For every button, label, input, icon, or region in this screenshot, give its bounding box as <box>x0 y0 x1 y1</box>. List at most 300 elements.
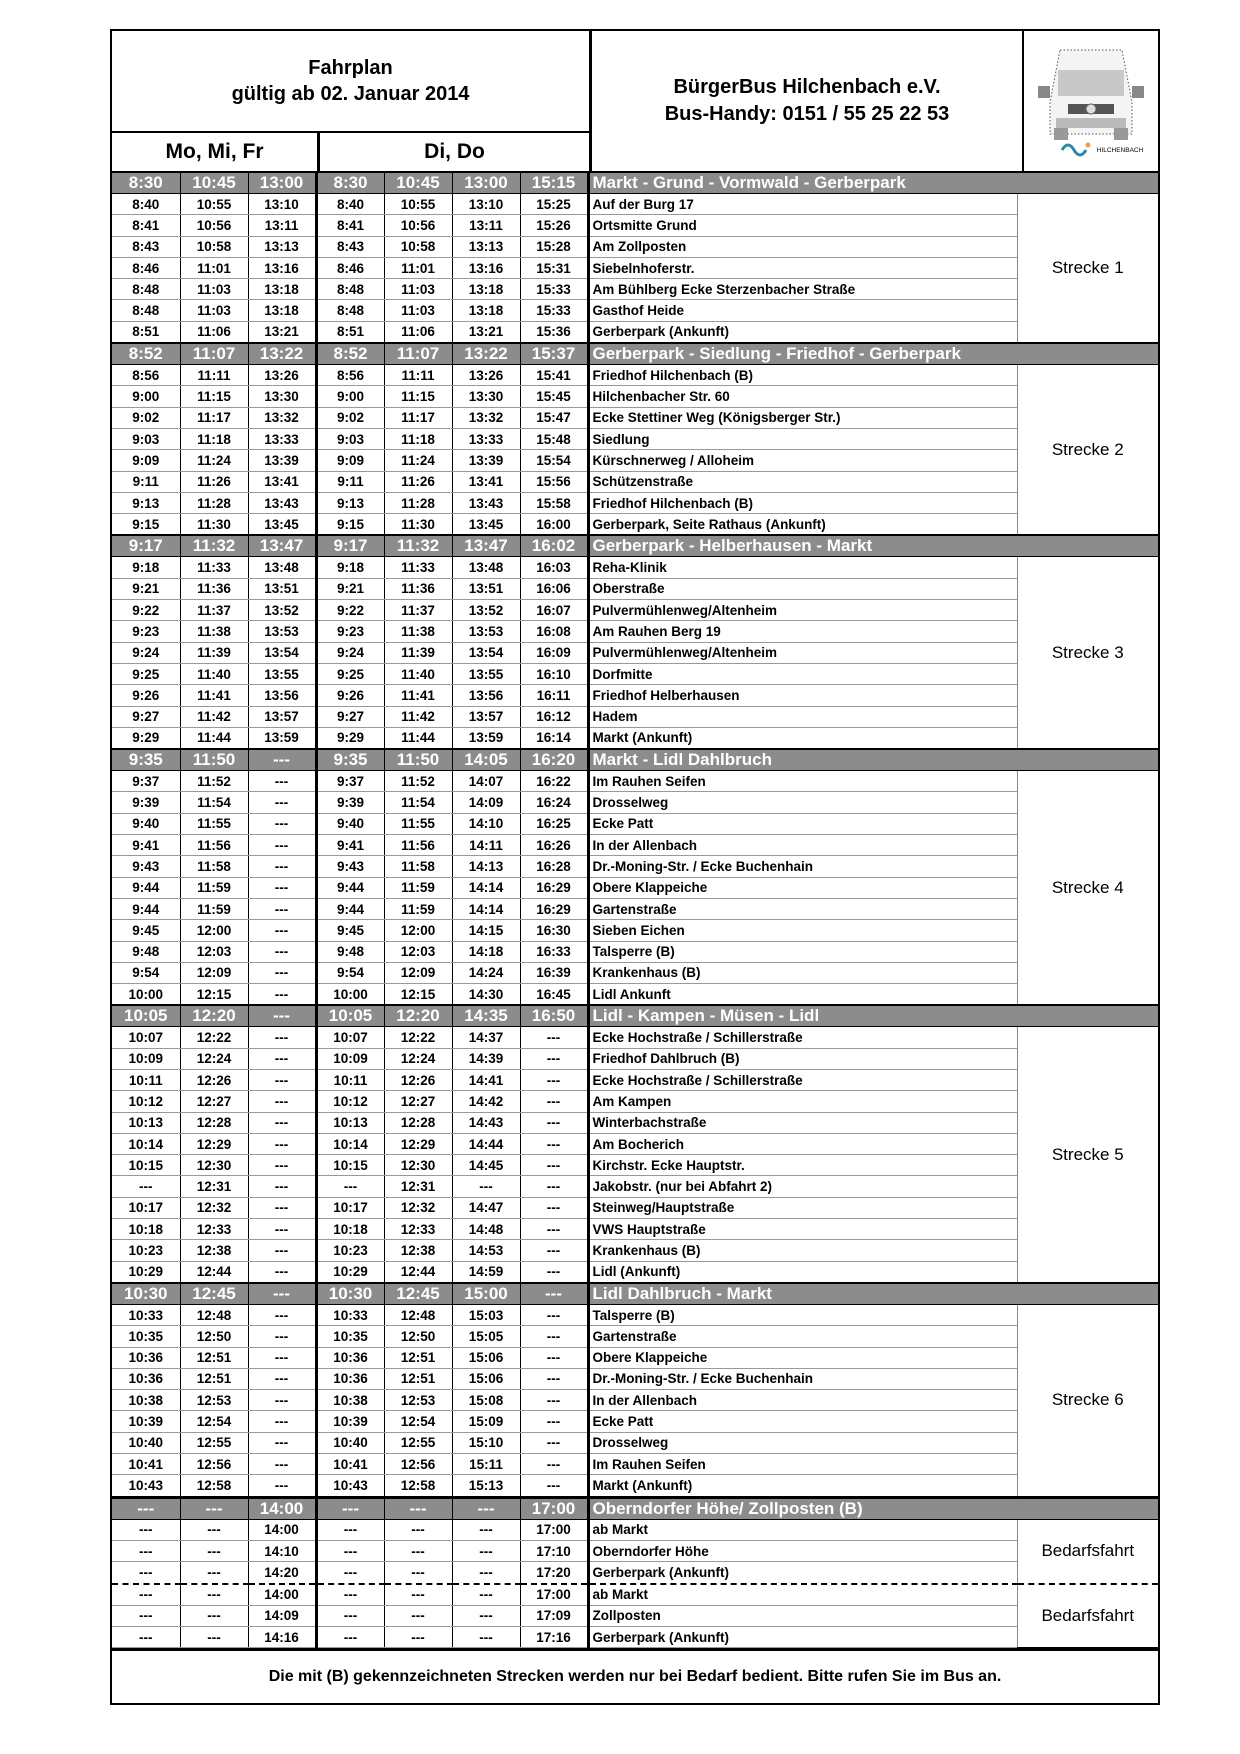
stop-name: Obere Klappeiche <box>588 877 1017 898</box>
time-cell: 9:03 <box>112 428 180 449</box>
time-cell: 12:44 <box>384 1261 452 1283</box>
timetable-body <box>112 173 1158 1648</box>
time-cell: 14:30 <box>452 984 520 1006</box>
time-cell: 11:41 <box>384 685 452 706</box>
time-cell: 12:28 <box>180 1112 248 1133</box>
stop-name: Ecke Hochstraße / Schillerstraße <box>588 1069 1017 1090</box>
time-cell: 9:54 <box>112 962 180 983</box>
time-cell: 11:38 <box>384 621 452 642</box>
time-cell: --- <box>248 1069 316 1090</box>
time-cell: --- <box>112 1519 180 1540</box>
time-cell: 12:28 <box>384 1112 452 1133</box>
route-name: Lidl - Kampen - Müsen - Lidl <box>588 1005 1017 1027</box>
time-cell: 12:56 <box>384 1454 452 1475</box>
time-cell: 13:55 <box>452 663 520 684</box>
time-cell: 15:47 <box>520 407 588 428</box>
time-cell: 13:43 <box>248 492 316 513</box>
stop-name: Pulvermühlenweg/Altenheim <box>588 600 1017 621</box>
stop-name: Friedhof Dahlbruch (B) <box>588 1048 1017 1069</box>
time-cell: 16:08 <box>520 621 588 642</box>
table-row <box>112 962 1158 983</box>
time-cell: 11:56 <box>384 835 452 856</box>
time-cell: 10:17 <box>112 1197 180 1218</box>
time-cell: 11:03 <box>180 300 248 321</box>
time-cell: 14:10 <box>452 813 520 834</box>
bus-front-icon <box>1032 42 1150 160</box>
time-cell: 9:25 <box>112 663 180 684</box>
route-header-spacer <box>1017 343 1158 365</box>
stop-name: Schützenstraße <box>588 471 1017 492</box>
route-header-spacer <box>1017 173 1158 194</box>
time-cell: 10:58 <box>384 236 452 257</box>
time-cell: 9:41 <box>112 835 180 856</box>
stop-name: Gartenstraße <box>588 898 1017 919</box>
departure-time: 8:30 <box>316 173 384 194</box>
timetable <box>112 173 1158 1648</box>
time-cell: --- <box>248 898 316 919</box>
time-cell: --- <box>248 792 316 813</box>
time-cell: --- <box>520 1155 588 1176</box>
stop-name: Drosselweg <box>588 1432 1017 1453</box>
time-cell: 10:36 <box>316 1368 384 1389</box>
stop-name: Pulvermühlenweg/Altenheim <box>588 642 1017 663</box>
time-cell: 16:33 <box>520 941 588 962</box>
time-cell: 10:33 <box>316 1304 384 1325</box>
departure-time: 11:07 <box>384 343 452 365</box>
table-row <box>112 1112 1158 1133</box>
departure-time: --- <box>112 1497 180 1519</box>
time-cell: 11:17 <box>180 407 248 428</box>
time-cell: 10:38 <box>112 1390 180 1411</box>
time-cell: --- <box>248 984 316 1006</box>
time-cell: 15:45 <box>520 386 588 407</box>
time-cell: 16:11 <box>520 685 588 706</box>
route-label: Strecke 4 <box>1017 771 1158 1006</box>
time-cell: --- <box>520 1069 588 1090</box>
time-cell: 10:00 <box>112 984 180 1006</box>
time-cell: 9:22 <box>316 600 384 621</box>
table-row <box>112 1411 1158 1432</box>
time-cell: 8:48 <box>112 300 180 321</box>
time-cell: 15:10 <box>452 1432 520 1453</box>
time-cell: 12:09 <box>180 962 248 983</box>
timetable-sheet <box>110 29 1160 1705</box>
time-cell: --- <box>248 835 316 856</box>
time-cell: 9:40 <box>316 813 384 834</box>
time-cell: --- <box>248 1176 316 1197</box>
time-cell: 14:07 <box>452 771 520 792</box>
departure-time: 10:45 <box>384 173 452 194</box>
time-cell: 8:48 <box>112 279 180 300</box>
time-cell: 11:59 <box>384 898 452 919</box>
time-cell: 13:33 <box>248 428 316 449</box>
time-cell: 10:18 <box>112 1219 180 1240</box>
time-cell: 8:43 <box>316 236 384 257</box>
route-label: Bedarfsfahrt <box>1017 1584 1158 1648</box>
time-cell: 14:00 <box>248 1584 316 1606</box>
table-row <box>112 321 1158 343</box>
time-cell: 10:11 <box>316 1069 384 1090</box>
time-cell: 12:31 <box>384 1176 452 1197</box>
time-cell: 9:44 <box>112 877 180 898</box>
time-cell: 14:43 <box>452 1112 520 1133</box>
time-cell: 16:30 <box>520 920 588 941</box>
stop-name: Am Bühlberg Ecke Sterzenbacher Straße <box>588 279 1017 300</box>
time-cell: 11:42 <box>180 706 248 727</box>
stop-name: Talsperre (B) <box>588 941 1017 962</box>
time-cell: 10:56 <box>384 215 452 236</box>
time-cell: 12:24 <box>384 1048 452 1069</box>
time-cell: 11:26 <box>180 471 248 492</box>
time-cell: 8:48 <box>316 300 384 321</box>
time-cell: --- <box>248 1475 316 1497</box>
stop-name: Krankenhaus (B) <box>588 962 1017 983</box>
time-cell: 11:44 <box>384 727 452 749</box>
time-cell: 15:33 <box>520 300 588 321</box>
stop-name: Friedhof Helberhausen <box>588 685 1017 706</box>
time-cell: --- <box>248 1112 316 1133</box>
time-cell: --- <box>180 1584 248 1606</box>
stop-name: Markt (Ankunft) <box>588 1475 1017 1497</box>
time-cell: --- <box>248 1091 316 1112</box>
time-cell: 8:43 <box>112 236 180 257</box>
departure-time: --- <box>316 1497 384 1519</box>
time-cell: 17:20 <box>520 1562 588 1584</box>
time-cell: --- <box>452 1627 520 1648</box>
table-row <box>112 300 1158 321</box>
stop-name: Am Bocherich <box>588 1133 1017 1154</box>
table-row <box>112 941 1158 962</box>
time-cell: 11:59 <box>180 898 248 919</box>
time-cell: 11:55 <box>180 813 248 834</box>
time-cell: 11:11 <box>180 365 248 386</box>
time-cell: 12:00 <box>180 920 248 941</box>
time-cell: 10:11 <box>112 1069 180 1090</box>
time-cell: 15:13 <box>452 1475 520 1497</box>
time-cell: 11:37 <box>180 600 248 621</box>
time-cell: --- <box>112 1627 180 1648</box>
time-cell: 14:59 <box>452 1261 520 1283</box>
departure-time: 10:30 <box>112 1283 180 1305</box>
time-cell: 11:15 <box>384 386 452 407</box>
departure-time: 16:20 <box>520 749 588 771</box>
time-cell: 11:58 <box>384 856 452 877</box>
table-row <box>112 386 1158 407</box>
time-cell: 9:02 <box>316 407 384 428</box>
time-cell: 11:59 <box>180 877 248 898</box>
table-row <box>112 1454 1158 1475</box>
time-cell: 13:18 <box>452 279 520 300</box>
table-row <box>112 600 1158 621</box>
time-cell: 13:56 <box>452 685 520 706</box>
time-cell: 9:23 <box>316 621 384 642</box>
time-cell: 13:21 <box>248 321 316 343</box>
time-cell: 9:00 <box>112 386 180 407</box>
time-cell: 9:00 <box>316 386 384 407</box>
time-cell: 10:00 <box>316 984 384 1006</box>
table-row <box>112 856 1158 877</box>
time-cell: 9:29 <box>316 727 384 749</box>
time-cell: 10:36 <box>316 1347 384 1368</box>
time-cell: --- <box>248 1261 316 1283</box>
time-cell: 15:06 <box>452 1368 520 1389</box>
time-cell: 13:18 <box>248 279 316 300</box>
table-row <box>112 578 1158 599</box>
stop-name: Gerberpark, Seite Rathaus (Ankunft) <box>588 514 1017 536</box>
departure-time: --- <box>180 1497 248 1519</box>
time-cell: 10:55 <box>180 194 248 215</box>
time-cell: 15:03 <box>452 1304 520 1325</box>
table-row <box>112 1219 1158 1240</box>
time-cell: 13:54 <box>452 642 520 663</box>
time-cell: 14:11 <box>452 835 520 856</box>
table-row <box>112 1627 1158 1648</box>
time-cell: --- <box>112 1540 180 1561</box>
time-cell: --- <box>112 1562 180 1584</box>
time-cell: 10:07 <box>316 1027 384 1048</box>
table-row <box>112 1432 1158 1453</box>
time-cell: 11:42 <box>384 706 452 727</box>
time-cell: --- <box>248 1133 316 1154</box>
time-cell: 10:14 <box>316 1133 384 1154</box>
time-cell: --- <box>452 1176 520 1197</box>
time-cell: 17:00 <box>520 1519 588 1540</box>
time-cell: --- <box>316 1584 384 1606</box>
time-cell: 8:40 <box>316 194 384 215</box>
stop-name: Am Kampen <box>588 1091 1017 1112</box>
time-cell: 14:39 <box>452 1048 520 1069</box>
time-cell: 11:06 <box>180 321 248 343</box>
organization-info <box>592 31 1024 171</box>
time-cell: 10:29 <box>316 1261 384 1283</box>
route-label: Strecke 3 <box>1017 557 1158 749</box>
departure-time: 9:35 <box>316 749 384 771</box>
time-cell: 16:29 <box>520 877 588 898</box>
time-cell: 9:37 <box>316 771 384 792</box>
time-cell: 16:06 <box>520 578 588 599</box>
table-row <box>112 727 1158 749</box>
departure-time: 13:22 <box>452 343 520 365</box>
table-row <box>112 471 1158 492</box>
time-cell: 12:55 <box>384 1432 452 1453</box>
table-row <box>112 557 1158 578</box>
time-cell: 9:48 <box>316 941 384 962</box>
time-cell: 9:44 <box>316 898 384 919</box>
time-cell: 12:29 <box>180 1133 248 1154</box>
time-cell: --- <box>248 1326 316 1347</box>
time-cell: 13:18 <box>452 300 520 321</box>
time-cell: 12:55 <box>180 1432 248 1453</box>
time-cell: --- <box>248 1347 316 1368</box>
time-cell: 12:24 <box>180 1048 248 1069</box>
table-row <box>112 621 1158 642</box>
time-cell: --- <box>248 1304 316 1325</box>
time-cell: 12:30 <box>384 1155 452 1176</box>
stop-name: Talsperre (B) <box>588 1304 1017 1325</box>
table-row <box>112 428 1158 449</box>
departure-time: --- <box>248 749 316 771</box>
route-header-row <box>112 1005 1158 1027</box>
departure-time: 15:15 <box>520 173 588 194</box>
departure-time: 12:45 <box>180 1283 248 1305</box>
departure-time: --- <box>452 1497 520 1519</box>
time-cell: 13:39 <box>452 450 520 471</box>
time-cell: 16:22 <box>520 771 588 792</box>
departure-time: 13:22 <box>248 343 316 365</box>
table-row <box>112 194 1158 215</box>
time-cell: 16:39 <box>520 962 588 983</box>
time-cell: 9:43 <box>112 856 180 877</box>
time-cell: 13:43 <box>452 492 520 513</box>
departure-time: 13:47 <box>452 535 520 557</box>
time-cell: --- <box>520 1091 588 1112</box>
departure-time: 16:50 <box>520 1005 588 1027</box>
table-row <box>112 407 1158 428</box>
time-cell: 12:31 <box>180 1176 248 1197</box>
time-cell: 9:22 <box>112 600 180 621</box>
time-cell: 16:10 <box>520 663 588 684</box>
time-cell: 9:27 <box>316 706 384 727</box>
departure-time: 8:52 <box>112 343 180 365</box>
time-cell: 9:11 <box>112 471 180 492</box>
time-cell: 9:39 <box>112 792 180 813</box>
time-cell: 14:24 <box>452 962 520 983</box>
time-cell: --- <box>520 1304 588 1325</box>
stop-name: Ortsmitte Grund <box>588 215 1017 236</box>
time-cell: 10:09 <box>316 1048 384 1069</box>
time-cell: --- <box>248 1027 316 1048</box>
departure-time: 12:20 <box>384 1005 452 1027</box>
time-cell: --- <box>520 1197 588 1218</box>
time-cell: 11:30 <box>180 514 248 536</box>
time-cell: 12:58 <box>180 1475 248 1497</box>
departure-time: 10:05 <box>316 1005 384 1027</box>
time-cell: 16:12 <box>520 706 588 727</box>
route-label: Bedarfsfahrt <box>1017 1519 1158 1583</box>
svg-text:HILCHENBACH: HILCHENBACH <box>1096 147 1144 154</box>
stop-name: Friedhof Hilchenbach (B) <box>588 492 1017 513</box>
time-cell: 12:26 <box>384 1069 452 1090</box>
time-cell: 14:41 <box>452 1069 520 1090</box>
time-cell: 12:32 <box>384 1197 452 1218</box>
time-cell: 12:58 <box>384 1475 452 1497</box>
time-cell: 11:28 <box>180 492 248 513</box>
stop-name: Kürschnerweg / Alloheim <box>588 450 1017 471</box>
time-cell: 12:53 <box>180 1390 248 1411</box>
time-cell: --- <box>316 1562 384 1584</box>
time-cell: --- <box>384 1562 452 1584</box>
table-row <box>112 514 1158 536</box>
stop-name: Ecke Hochstraße / Schillerstraße <box>588 1027 1017 1048</box>
stop-name: Markt (Ankunft) <box>588 727 1017 749</box>
table-row <box>112 642 1158 663</box>
time-cell: 12:50 <box>384 1326 452 1347</box>
time-cell: --- <box>248 1048 316 1069</box>
stop-name: Lidl (Ankunft) <box>588 1261 1017 1283</box>
time-cell: --- <box>248 1197 316 1218</box>
time-cell: 15:36 <box>520 321 588 343</box>
time-cell: --- <box>316 1605 384 1626</box>
time-cell: 14:14 <box>452 898 520 919</box>
time-cell: --- <box>248 962 316 983</box>
bus-phone: Bus-Handy: 0151 / 55 25 22 53 <box>664 103 950 125</box>
time-cell: 17:16 <box>520 1627 588 1648</box>
time-cell: 13:10 <box>248 194 316 215</box>
time-cell: 14:45 <box>452 1155 520 1176</box>
time-cell: 13:39 <box>248 450 316 471</box>
time-cell: --- <box>112 1584 180 1606</box>
title-line-1: Fahrplan <box>308 57 393 79</box>
time-cell: 11:59 <box>384 877 452 898</box>
time-cell: --- <box>520 1219 588 1240</box>
time-cell: --- <box>520 1048 588 1069</box>
departure-time: 9:17 <box>316 535 384 557</box>
time-cell: 10:41 <box>316 1454 384 1475</box>
table-row <box>112 920 1158 941</box>
time-cell: --- <box>520 1176 588 1197</box>
table-row <box>112 1368 1158 1389</box>
route-name: Gerberpark - Helberhausen - Markt <box>588 535 1017 557</box>
time-cell: 13:59 <box>452 727 520 749</box>
time-cell: --- <box>520 1261 588 1283</box>
table-row <box>112 984 1158 1006</box>
table-row <box>112 1475 1158 1497</box>
time-cell: 12:44 <box>180 1261 248 1283</box>
time-cell: 12:51 <box>180 1347 248 1368</box>
time-cell: --- <box>248 1390 316 1411</box>
time-cell: 8:41 <box>316 215 384 236</box>
table-row <box>112 1048 1158 1069</box>
time-cell: 9:45 <box>112 920 180 941</box>
table-row <box>112 1091 1158 1112</box>
time-cell: --- <box>180 1627 248 1648</box>
stop-name: Gerberpark (Ankunft) <box>588 321 1017 343</box>
time-cell: 10:09 <box>112 1048 180 1069</box>
organization-name: BürgerBus Hilchenbach e.V. <box>673 76 941 98</box>
time-cell: 12:27 <box>180 1091 248 1112</box>
stop-name: Siedlung <box>588 428 1017 449</box>
time-cell: 12:51 <box>180 1368 248 1389</box>
time-cell: 15:31 <box>520 257 588 278</box>
time-cell: 9:18 <box>316 557 384 578</box>
route-header-row <box>112 749 1158 771</box>
time-cell: 14:09 <box>248 1605 316 1626</box>
time-cell: 16:03 <box>520 557 588 578</box>
time-cell: 15:56 <box>520 471 588 492</box>
time-cell: 11:01 <box>384 257 452 278</box>
time-cell: 13:45 <box>452 514 520 536</box>
stop-name: Gartenstraße <box>588 1326 1017 1347</box>
route-label: Strecke 2 <box>1017 365 1158 536</box>
time-cell: 10:39 <box>112 1411 180 1432</box>
time-cell: 17:00 <box>520 1584 588 1606</box>
time-cell: 15:09 <box>452 1411 520 1432</box>
table-row <box>112 236 1158 257</box>
table-row <box>112 1176 1158 1197</box>
table-row <box>112 1304 1158 1325</box>
time-cell: --- <box>520 1411 588 1432</box>
time-cell: --- <box>520 1027 588 1048</box>
time-cell: 13:11 <box>248 215 316 236</box>
time-cell: 11:18 <box>180 428 248 449</box>
time-cell: 9:15 <box>316 514 384 536</box>
days-mo-mi-fr: Mo, Mi, Fr <box>112 133 320 171</box>
time-cell: 9:54 <box>316 962 384 983</box>
time-cell: 12:38 <box>180 1240 248 1261</box>
time-cell: 10:43 <box>112 1475 180 1497</box>
time-cell: 13:54 <box>248 642 316 663</box>
time-cell: 14:48 <box>452 1219 520 1240</box>
